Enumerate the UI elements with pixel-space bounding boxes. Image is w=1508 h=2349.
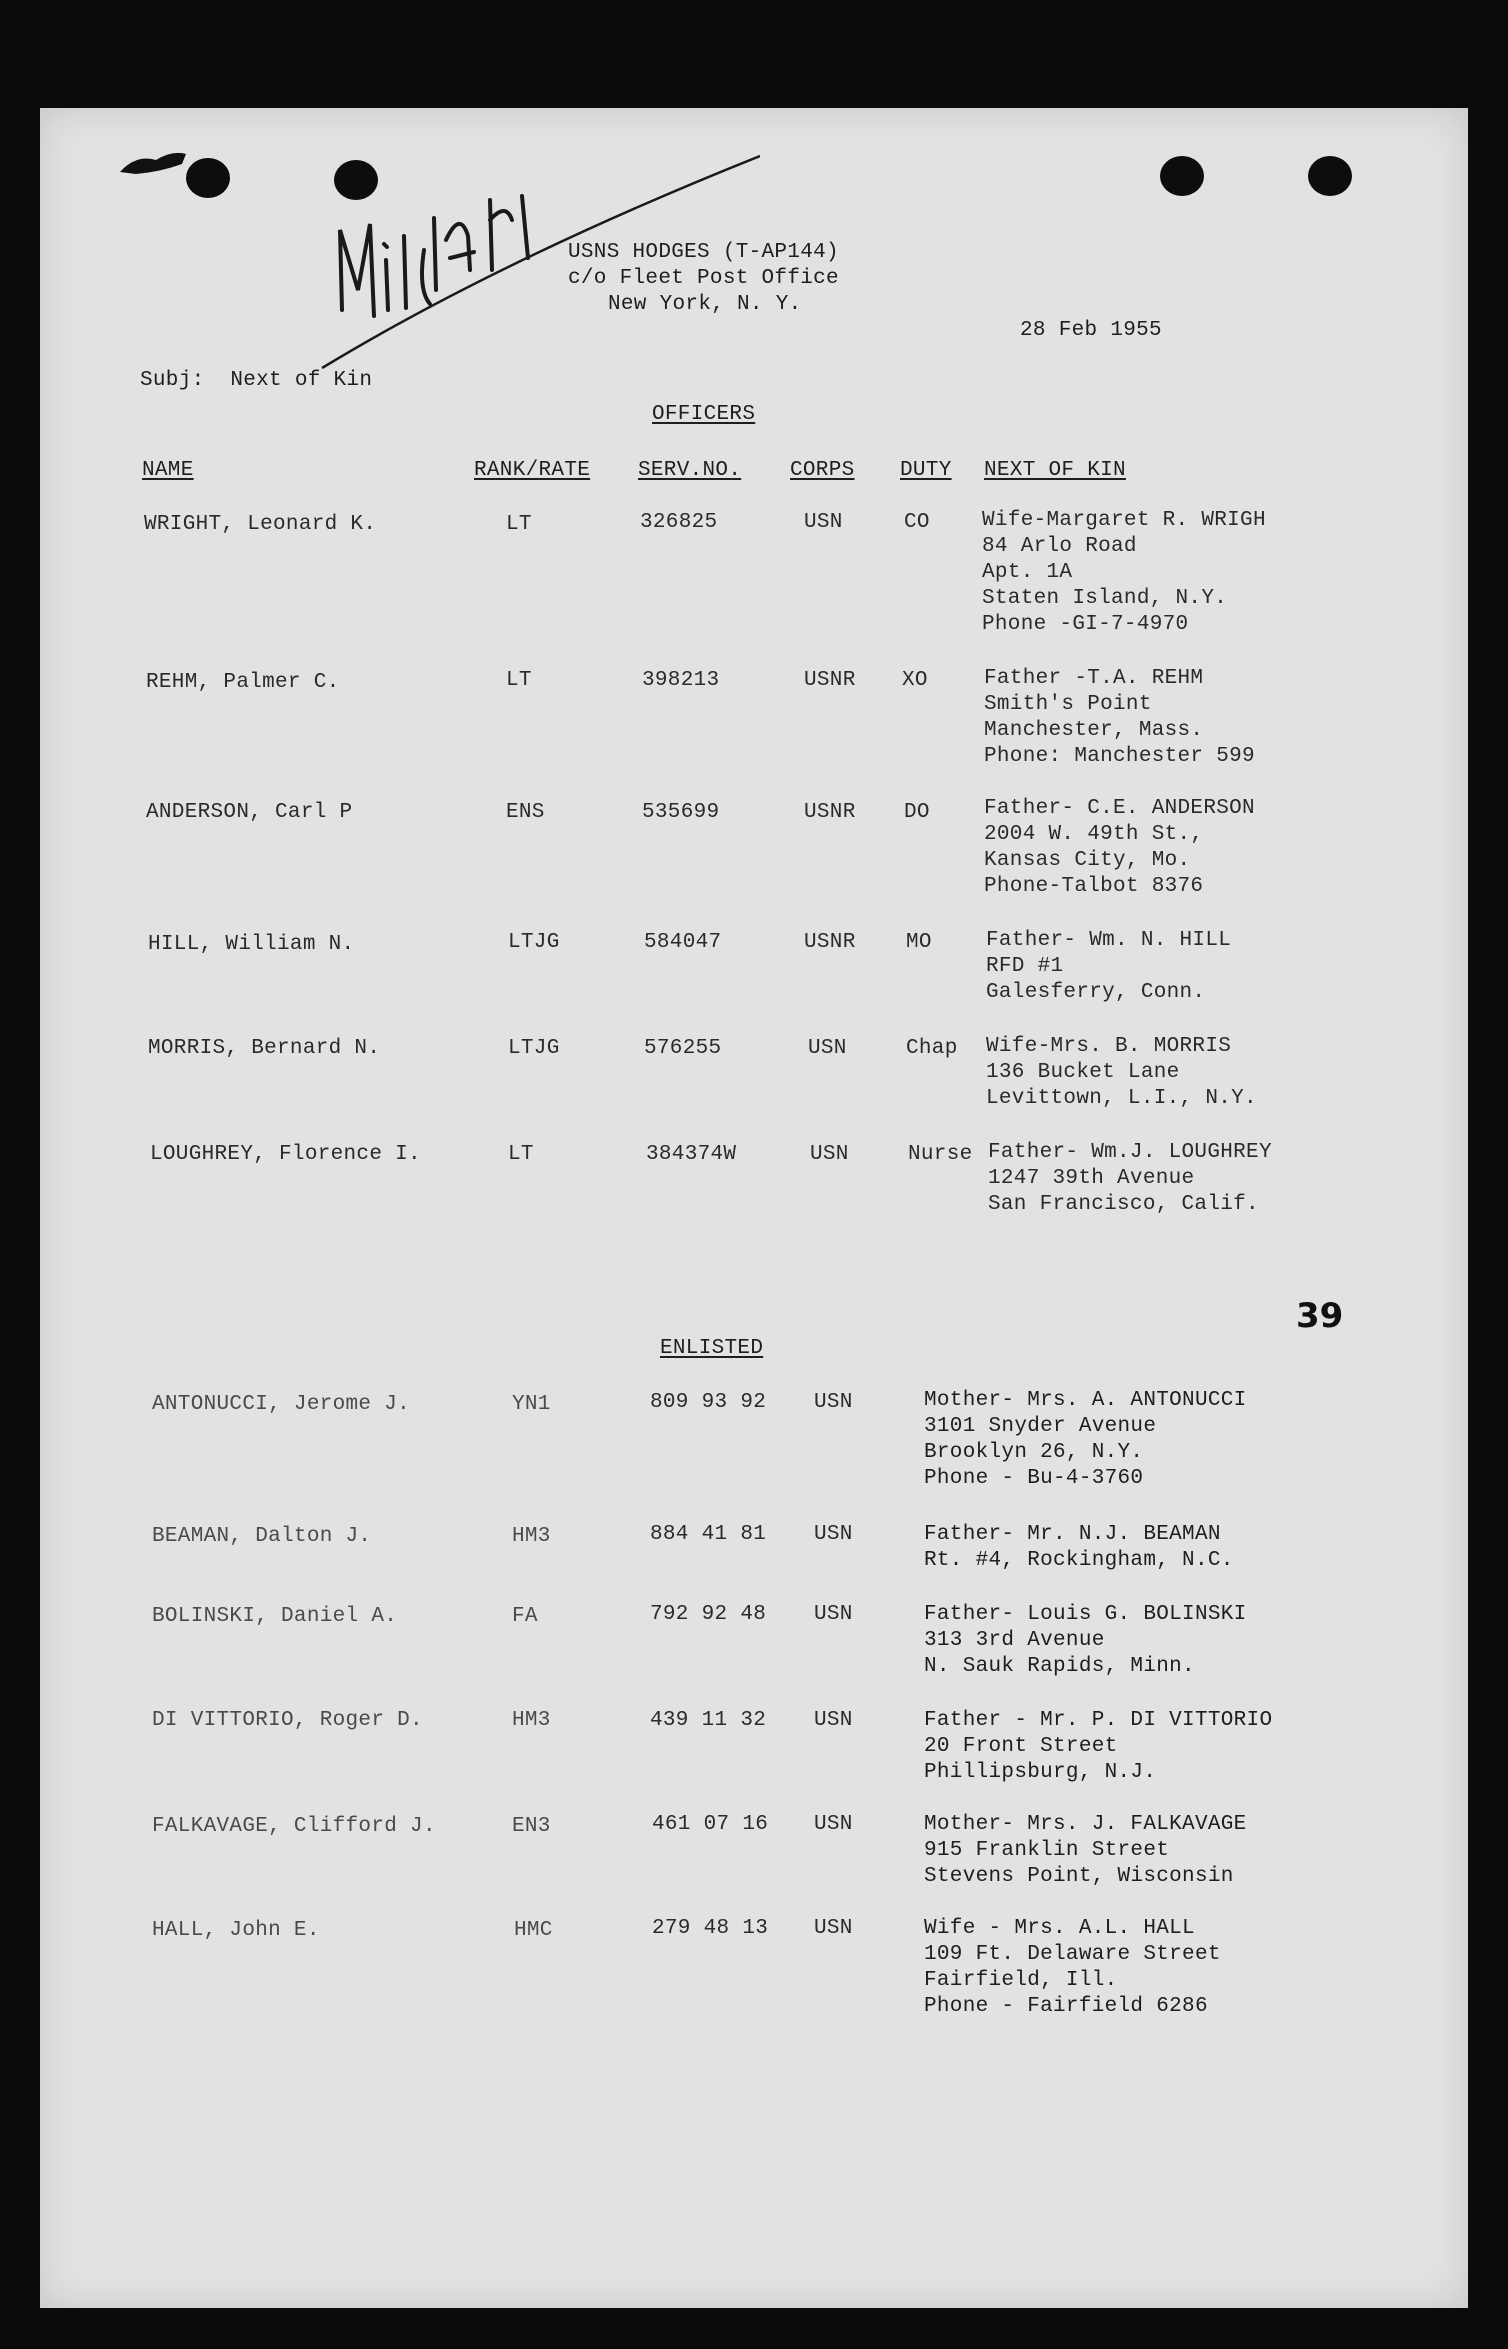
next-of-kin-line: Phone: Manchester 599 <box>984 745 1255 768</box>
officer-name: MORRIS, Bernard N. <box>148 1037 381 1060</box>
enlisted-rate: EN3 <box>512 1815 551 1838</box>
enlisted-serv-no: 792 92 48 <box>650 1603 767 1626</box>
officer-serv-no: 584047 <box>644 931 722 954</box>
next-of-kin-line: 2004 W. 49th St., <box>984 823 1204 846</box>
column-header-rank: RANK/RATE <box>474 459 591 482</box>
punch-hole <box>1308 156 1352 196</box>
next-of-kin-line: Staten Island, N.Y. <box>982 587 1228 610</box>
officer-corps: USN <box>810 1143 849 1166</box>
enlisted-serv-no: 884 41 81 <box>650 1523 767 1546</box>
next-of-kin-line: Phone-Talbot 8376 <box>984 875 1204 898</box>
officer-rank: LT <box>508 1143 534 1166</box>
enlisted-rate: YN1 <box>512 1393 551 1416</box>
officer-duty: XO <box>902 669 928 692</box>
column-header-corps: CORPS <box>790 459 855 482</box>
column-header-serv: SERV.NO. <box>638 459 742 482</box>
officer-corps: USNR <box>804 669 856 692</box>
next-of-kin-line: 1247 39th Avenue <box>988 1167 1195 1190</box>
officer-duty: MO <box>906 931 932 954</box>
document-date: 28 Feb 1955 <box>1020 319 1162 342</box>
next-of-kin-line: Kansas City, Mo. <box>984 849 1191 872</box>
next-of-kin-line: Wife-Margaret R. WRIGH <box>982 509 1266 532</box>
officer-corps: USN <box>804 511 843 534</box>
officer-serv-no: 326825 <box>640 511 718 534</box>
enlisted-name: ANTONUCCI, Jerome J. <box>152 1393 411 1416</box>
next-of-kin-line: Mother- Mrs. A. ANTONUCCI <box>924 1389 1247 1412</box>
next-of-kin-line: Phillipsburg, N.J. <box>924 1761 1157 1784</box>
officer-serv-no: 576255 <box>644 1037 722 1060</box>
next-of-kin-line: 313 3rd Avenue <box>924 1629 1105 1652</box>
officer-rank: LT <box>506 513 532 536</box>
next-of-kin-line: Father- C.E. ANDERSON <box>984 797 1255 820</box>
next-of-kin-line: Stevens Point, Wisconsin <box>924 1865 1234 1888</box>
page-mark: 39 <box>1296 1296 1344 1336</box>
enlisted-rate: HM3 <box>512 1525 551 1548</box>
next-of-kin-line: 84 Arlo Road <box>982 535 1137 558</box>
officer-duty: Chap <box>906 1037 958 1060</box>
enlisted-corps: USN <box>814 1523 853 1546</box>
next-of-kin-line: Father - Mr. P. DI VITTORIO <box>924 1709 1273 1732</box>
next-of-kin-line: Phone - Bu-4-3760 <box>924 1467 1144 1490</box>
enlisted-serv-no: 461 07 16 <box>652 1813 769 1836</box>
officer-duty: Nurse <box>908 1143 973 1166</box>
enlisted-serv-no: 809 93 92 <box>650 1391 767 1414</box>
officer-duty: CO <box>904 511 930 534</box>
officer-corps: USNR <box>804 801 856 824</box>
next-of-kin-line: Father- Wm. N. HILL <box>986 929 1232 952</box>
next-of-kin-line: Levittown, L.I., N.Y. <box>986 1087 1257 1110</box>
officer-serv-no: 535699 <box>642 801 720 824</box>
next-of-kin-line: Fairfield, Ill. <box>924 1969 1118 1992</box>
column-header-duty: DUTY <box>900 459 952 482</box>
vessel-address-line: c/o Fleet Post Office <box>568 267 839 290</box>
next-of-kin-line: Rt. #4, Rockingham, N.C. <box>924 1549 1234 1572</box>
officer-name: REHM, Palmer C. <box>146 671 340 694</box>
vessel-city: New York, N. Y. <box>608 293 802 316</box>
enlisted-serv-no: 439 11 32 <box>650 1709 767 1732</box>
vessel-name: USNS HODGES (T-AP144) <box>568 241 839 264</box>
officer-name: HILL, William N. <box>148 933 355 956</box>
next-of-kin-line: 20 Front Street <box>924 1735 1118 1758</box>
next-of-kin-line: N. Sauk Rapids, Minn. <box>924 1655 1195 1678</box>
subject-line: Subj: Next of Kin <box>140 369 373 392</box>
next-of-kin-line: Brooklyn 26, N.Y. <box>924 1441 1144 1464</box>
enlisted-name: FALKAVAGE, Clifford J. <box>152 1815 436 1838</box>
next-of-kin-line: RFD #1 <box>986 955 1064 978</box>
next-of-kin-line: 136 Bucket Lane <box>986 1061 1180 1084</box>
next-of-kin-line: Phone -GI-7-4970 <box>982 613 1189 636</box>
officers-section-title: OFFICERS <box>652 403 756 426</box>
enlisted-corps: USN <box>814 1917 853 1940</box>
enlisted-name: BOLINSKI, Daniel A. <box>152 1605 398 1628</box>
next-of-kin-line: Father- Mr. N.J. BEAMAN <box>924 1523 1221 1546</box>
enlisted-corps: USN <box>814 1391 853 1414</box>
enlisted-name: BEAMAN, Dalton J. <box>152 1525 372 1548</box>
officer-rank: ENS <box>506 801 545 824</box>
officer-name: LOUGHREY, Florence I. <box>150 1143 421 1166</box>
officer-duty: DO <box>904 801 930 824</box>
next-of-kin-line: 915 Franklin Street <box>924 1839 1170 1862</box>
officer-serv-no: 384374W <box>646 1143 737 1166</box>
next-of-kin-line: Galesferry, Conn. <box>986 981 1206 1004</box>
next-of-kin-line: Father- Wm.J. LOUGHREY <box>988 1141 1272 1164</box>
next-of-kin-line: Father -T.A. REHM <box>984 667 1204 690</box>
next-of-kin-line: Father- Louis G. BOLINSKI <box>924 1603 1247 1626</box>
officer-rank: LTJG <box>508 1037 560 1060</box>
officer-corps: USNR <box>804 931 856 954</box>
next-of-kin-line: 109 Ft. Delaware Street <box>924 1943 1221 1966</box>
officer-serv-no: 398213 <box>642 669 720 692</box>
next-of-kin-line: Wife-Mrs. B. MORRIS <box>986 1035 1232 1058</box>
column-header-next-of-kin: NEXT OF KIN <box>984 459 1126 482</box>
enlisted-rate: FA <box>512 1605 538 1628</box>
next-of-kin-line: Manchester, Mass. <box>984 719 1204 742</box>
next-of-kin-line: Smith's Point <box>984 693 1152 716</box>
officer-rank: LTJG <box>508 931 560 954</box>
officer-rank: LT <box>506 669 532 692</box>
enlisted-rate: HMC <box>514 1919 553 1942</box>
column-header-name: NAME <box>142 459 194 482</box>
officer-name: WRIGHT, Leonard K. <box>144 513 377 536</box>
next-of-kin-line: San Francisco, Calif. <box>988 1193 1259 1216</box>
ink-blot-icon <box>116 142 196 182</box>
officer-name: ANDERSON, Carl P <box>146 801 353 824</box>
enlisted-corps: USN <box>814 1709 853 1732</box>
punch-hole <box>1160 156 1204 196</box>
enlisted-serv-no: 279 48 13 <box>652 1917 769 1940</box>
next-of-kin-line: Phone - Fairfield 6286 <box>924 1995 1208 2018</box>
enlisted-name: HALL, John E. <box>152 1919 320 1942</box>
enlisted-corps: USN <box>814 1603 853 1626</box>
next-of-kin-line: Mother- Mrs. J. FALKAVAGE <box>924 1813 1247 1836</box>
enlisted-corps: USN <box>814 1813 853 1836</box>
next-of-kin-line: Apt. 1A <box>982 561 1073 584</box>
officer-corps: USN <box>808 1037 847 1060</box>
next-of-kin-line: 3101 Snyder Avenue <box>924 1415 1157 1438</box>
enlisted-name: DI VITTORIO, Roger D. <box>152 1709 423 1732</box>
enlisted-rate: HM3 <box>512 1709 551 1732</box>
next-of-kin-line: Wife - Mrs. A.L. HALL <box>924 1917 1195 1940</box>
enlisted-section-title: ENLISTED <box>660 1337 764 1360</box>
